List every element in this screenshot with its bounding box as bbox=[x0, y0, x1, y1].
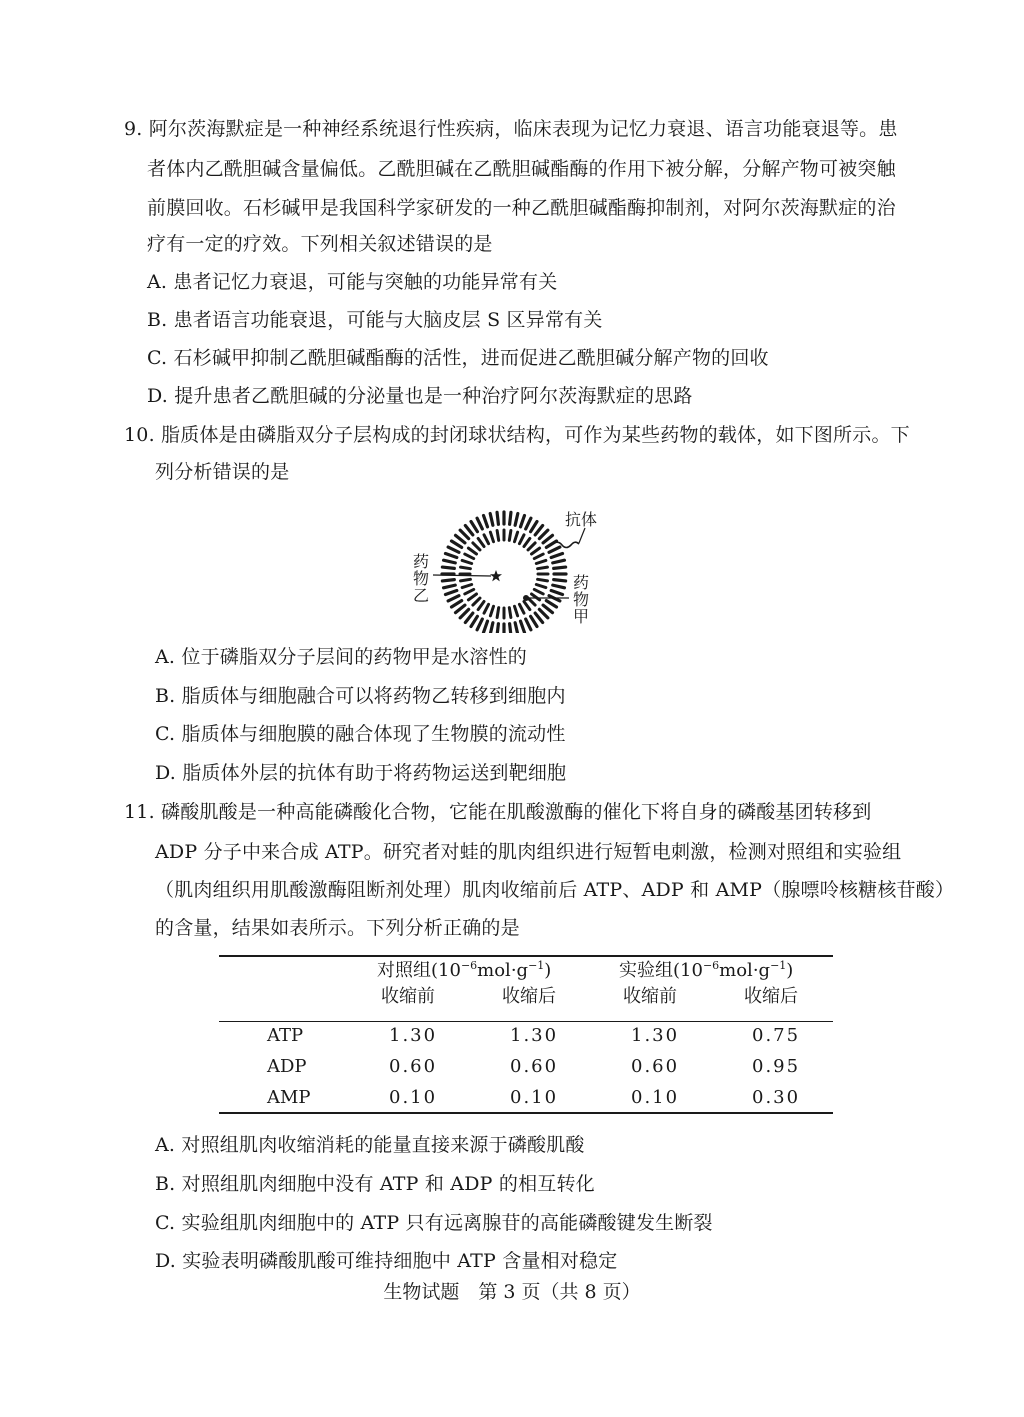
phospholipid-mark bbox=[484, 535, 489, 544]
phospholipid-mark bbox=[534, 589, 543, 594]
phospholipid-mark bbox=[461, 567, 471, 569]
phospholipid-mark bbox=[473, 543, 480, 550]
table-mid-rule bbox=[219, 1021, 833, 1022]
page-footer: 生物试题 第 3 页（共 8 页） bbox=[383, 1281, 641, 1303]
phospholipid-mark bbox=[477, 619, 482, 630]
phospholipid-mark bbox=[497, 512, 498, 524]
q10-stem-line-2: 列分析错误的是 bbox=[155, 461, 290, 483]
header-control-before: 收缩前 bbox=[381, 986, 435, 1007]
phospholipid-mark bbox=[515, 606, 518, 616]
phospholipid-mark bbox=[452, 601, 462, 607]
header-experimental-group: 实验组$(10^{-6}mol\cdot g^{-1})$ bbox=[619, 959, 794, 981]
label-drug-b-2: 物 bbox=[413, 569, 430, 588]
q9-option-d: D. 提升患者乙酰胆碱的分泌量也是一种治疗阿尔茨海默症的思路 bbox=[147, 385, 693, 407]
phospholipid-mark bbox=[521, 621, 525, 632]
cell-adp-exp-after: 0.95 bbox=[752, 1056, 801, 1077]
phospholipid-mark bbox=[444, 560, 456, 563]
phospholipid-mark bbox=[538, 579, 548, 581]
phospholipid-mark bbox=[490, 514, 493, 526]
phospholipid-mark bbox=[460, 530, 468, 538]
phospholipid-mark bbox=[445, 554, 456, 558]
antibody-shape bbox=[552, 542, 579, 547]
row-label-atp: ATP bbox=[267, 1025, 304, 1046]
q11-stem-line-3: （肌肉组织用肌酸激酶阻断剂处理）肌肉收缩前后 ATP、ADP 和 AMP（腺嘌呤核糖核苷酸） bbox=[155, 879, 955, 901]
phospholipid-mark bbox=[448, 596, 459, 601]
phospholipid-mark bbox=[531, 522, 537, 532]
phospholipid-mark bbox=[515, 623, 518, 633]
q10-option-d: D. 脂质体外层的抗体有助于将药物运送到靶细胞 bbox=[155, 762, 567, 784]
cell-adp-exp-before: 0.60 bbox=[631, 1056, 680, 1077]
header-exp-after: 收缩后 bbox=[744, 986, 798, 1007]
row-label-amp: AMP bbox=[267, 1087, 311, 1108]
phospholipid-mark bbox=[460, 609, 468, 617]
phospholipid-mark bbox=[462, 560, 472, 563]
phospholipid-mark bbox=[490, 606, 493, 616]
cell-amp-exp-before: 0.10 bbox=[631, 1087, 680, 1108]
q11-stem-line-2: ADP 分子中来合成 ATP。研究者对蛙的肌肉组织进行短暂电刺激，检测对照组和实验组 bbox=[155, 841, 902, 863]
phospholipid-mark bbox=[497, 531, 499, 541]
q9-option-b: B. 患者语言功能衰退，可能与大脑皮层 S 区异常有关 bbox=[147, 309, 603, 331]
phospholipid-mark bbox=[528, 543, 535, 550]
phospholipid-mark bbox=[471, 616, 477, 626]
cell-atp-exp-after: 0.75 bbox=[752, 1025, 801, 1046]
phospholipid-mark bbox=[509, 608, 511, 618]
cell-atp-control-before: 1.30 bbox=[389, 1025, 438, 1046]
results-table bbox=[219, 955, 833, 1115]
phospholipid-mark bbox=[456, 535, 465, 542]
phospholipid-mark bbox=[442, 580, 454, 581]
q11-option-c: C. 实验组肌肉细胞中的 ATP 只有远离腺苷的高能磷酸键发生断裂 bbox=[155, 1212, 713, 1234]
phospholipid-mark bbox=[539, 530, 547, 538]
phospholipid-mark bbox=[484, 621, 488, 632]
phospholipid-mark bbox=[531, 616, 537, 626]
phospholipid-mark bbox=[539, 609, 547, 617]
phospholipid-mark bbox=[468, 594, 476, 600]
table-bottom-rule bbox=[219, 1112, 833, 1114]
phospholipid-mark bbox=[462, 585, 472, 588]
phospholipid-mark bbox=[553, 585, 565, 588]
phospholipid-mark bbox=[444, 585, 456, 588]
q10-option-c: C. 脂质体与细胞膜的融合体现了生物膜的流动性 bbox=[155, 723, 566, 745]
cell-atp-exp-before: 1.30 bbox=[631, 1025, 680, 1046]
q10-option-b: B. 脂质体与细胞融合可以将药物乙转移到细胞内 bbox=[155, 685, 566, 707]
phospholipid-mark bbox=[456, 605, 465, 612]
phospholipid-mark bbox=[509, 531, 511, 541]
phospholipid-mark bbox=[445, 591, 456, 595]
phospholipid-mark bbox=[478, 538, 484, 546]
cell-amp-control-after: 0.10 bbox=[510, 1087, 559, 1108]
row-label-adp: ADP bbox=[267, 1056, 307, 1077]
q10-stem-line-1: 10. 脂质体是由磷脂双分子层构成的封闭球状结构，可作为某些药物的载体，如下图所示。下 bbox=[124, 424, 910, 446]
phospholipid-mark bbox=[477, 518, 482, 529]
q9-option-c: C. 石杉碱甲抑制乙酰胆碱酯酶的活性，进而促进乙酰胆碱分解产物的回收 bbox=[147, 347, 769, 369]
phospholipid-mark bbox=[473, 598, 480, 605]
phospholipid-mark bbox=[524, 602, 530, 610]
phospholipid-mark bbox=[468, 548, 476, 554]
phospholipid-mark bbox=[549, 547, 560, 552]
phospholipid-mark bbox=[452, 541, 462, 547]
label-drug-a-1: 药 bbox=[573, 573, 590, 592]
phospholipid-mark bbox=[538, 567, 548, 569]
phospholipid-mark bbox=[490, 623, 493, 633]
phospholipid-mark bbox=[497, 608, 499, 618]
phospholipid-mark bbox=[532, 548, 540, 554]
phospholipid-mark bbox=[515, 514, 518, 526]
q9-stem-line-2: 者体内乙酰胆碱含量偏低。乙酰胆碱在乙酰胆碱酯酶的作用下被分解，分解产物可被突触 bbox=[147, 158, 896, 180]
phospholipid-mark bbox=[536, 560, 546, 563]
drug-b-star bbox=[490, 570, 502, 581]
phospholipid-mark bbox=[478, 602, 484, 610]
phospholipid-mark bbox=[543, 535, 552, 542]
phospholipid-mark bbox=[521, 515, 525, 526]
phospholipid-mark bbox=[465, 589, 474, 594]
header-control-group: 对照组$(10^{-6}mol\cdot g^{-1})$ bbox=[377, 959, 552, 981]
cell-amp-control-before: 0.10 bbox=[389, 1087, 438, 1108]
phospholipid-mark bbox=[448, 547, 459, 552]
q9-stem-line-1: 9. 阿尔茨海默症是一种神经系统退行性疾病，临床表现为记忆力衰退、语言功能衰退等。患 bbox=[124, 118, 898, 140]
phospholipid-mark bbox=[471, 522, 477, 532]
cell-amp-exp-after: 0.30 bbox=[752, 1087, 801, 1108]
phospholipid-mark bbox=[524, 538, 530, 546]
phospholipid-mark bbox=[515, 532, 518, 542]
phospholipid-mark bbox=[546, 601, 556, 607]
liposome-figure bbox=[405, 498, 625, 633]
q9-stem-line-4: 疗有一定的疗效。下列相关叙述错误的是 bbox=[147, 233, 493, 255]
phospholipid-mark bbox=[526, 619, 531, 630]
phospholipid-mark bbox=[551, 591, 562, 595]
phospholipid-mark bbox=[535, 613, 542, 622]
phospholipid-mark bbox=[484, 515, 488, 526]
q11-stem-line-4: 的含量，结果如表所示。下列分析正确的是 bbox=[155, 917, 520, 939]
phospholipid-mark bbox=[465, 526, 472, 535]
phospholipid-mark bbox=[526, 518, 531, 529]
phospholipid-mark bbox=[519, 604, 524, 613]
label-drug-a-3: 甲 bbox=[573, 607, 590, 626]
phospholipid-mark bbox=[528, 598, 535, 605]
label-drug-b-3: 乙 bbox=[413, 586, 430, 605]
q11-stem-line-1: 11. 磷酸肌酸是一种高能磷酸化合物，它能在肌酸激酶的催化下将自身的磷酸基团转移到 bbox=[124, 801, 872, 823]
phospholipid-mark bbox=[532, 594, 540, 600]
q11-option-b: B. 对照组肌肉细胞中没有 ATP 和 ADP 的相互转化 bbox=[155, 1173, 595, 1195]
cell-adp-control-before: 0.60 bbox=[389, 1056, 438, 1077]
label-drug-a-2: 物 bbox=[573, 590, 590, 609]
phospholipid-mark bbox=[442, 567, 454, 568]
phospholipid-mark bbox=[510, 512, 511, 524]
cell-adp-control-after: 0.60 bbox=[510, 1056, 559, 1077]
phospholipid-mark bbox=[465, 613, 472, 622]
phospholipid-mark bbox=[497, 624, 498, 633]
header-control-after: 收缩后 bbox=[502, 986, 556, 1007]
q9-stem-line-3: 前膜回收。石杉碱甲是我国科学家研发的一种乙酰胆碱酯酶抑制剂，对阿尔茨海默症的治 bbox=[147, 197, 896, 219]
phospholipid-mark bbox=[543, 605, 552, 612]
header-exp-before: 收缩前 bbox=[623, 986, 677, 1007]
q11-option-a: A. 对照组肌肉收缩消耗的能量直接来源于磷酸肌酸 bbox=[155, 1134, 585, 1156]
label-antibody: 抗体 bbox=[565, 510, 598, 529]
q10-option-a: A. 位于磷脂双分子层间的药物甲是水溶性的 bbox=[155, 646, 528, 668]
phospholipid-mark bbox=[519, 535, 524, 544]
phospholipid-mark bbox=[484, 604, 489, 613]
phospholipid-mark bbox=[534, 554, 543, 559]
phospholipid-mark bbox=[554, 580, 566, 581]
phospholipid-mark bbox=[551, 554, 562, 558]
phospholipid-mark bbox=[465, 554, 474, 559]
label-drug-b-1: 药 bbox=[413, 552, 430, 571]
phospholipid-mark bbox=[490, 532, 493, 542]
cell-atp-control-after: 1.30 bbox=[510, 1025, 559, 1046]
phospholipid-mark bbox=[536, 585, 546, 588]
phospholipid-mark bbox=[510, 624, 511, 633]
phospholipid-mark bbox=[535, 526, 542, 535]
q11-option-d: D. 实验表明磷酸肌酸可维持细胞中 ATP 含量相对稳定 bbox=[155, 1250, 618, 1272]
phospholipid-mark bbox=[554, 567, 566, 568]
q9-option-a: A. 患者记忆力衰退，可能与突触的功能异常有关 bbox=[147, 271, 558, 293]
phospholipid-mark bbox=[553, 560, 565, 563]
phospholipid-mark bbox=[461, 579, 471, 581]
table-top-rule bbox=[219, 955, 833, 957]
